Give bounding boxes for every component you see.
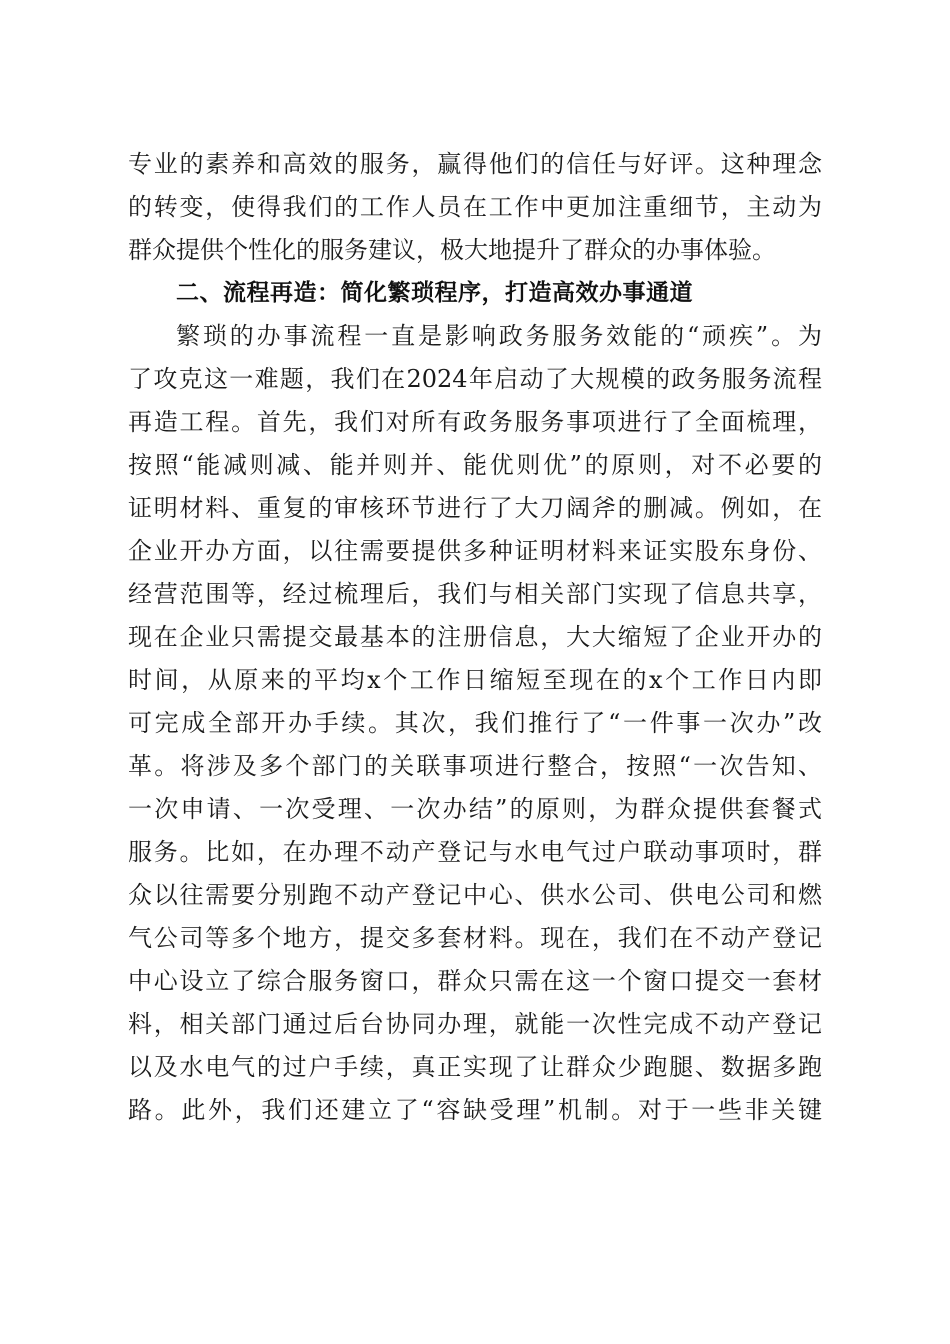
text-line: 了攻克这一难题，我们在2024年启动了大规模的政务服务流程 xyxy=(128,365,822,393)
text-line: 群众提供个性化的服务建议，极大地提升了群众的办事体验。 xyxy=(128,236,776,264)
text-line: 众以往需要分别跑不动产登记中心、供水公司、供电公司和燃 xyxy=(128,881,822,909)
text-line: 按照“能减则减、能并则并、能优则优”的原则，对不必要的 xyxy=(128,451,822,479)
text-line: 企业开办方面，以往需要提供多种证明材料来证实股东身份、 xyxy=(128,537,822,565)
text-line: 料，相关部门通过后台协同办理，就能一次性完成不动产登记 xyxy=(128,1010,822,1038)
text-line: 一次申请、一次受理、一次办结”的原则，为群众提供套餐式 xyxy=(128,795,822,823)
section-heading: 二、流程再造：简化繁琐程序，打造高效办事通道 xyxy=(176,280,693,306)
text-line: 中心设立了综合服务窗口，群众只需在这一个窗口提交一套材 xyxy=(128,967,822,995)
text-line: 以及水电气的过户手续，真正实现了让群众少跑腿、数据多跑 xyxy=(128,1053,822,1081)
text-line: 繁琐的办事流程一直是影响政务服务效能的“顽疾”。为 xyxy=(176,322,822,350)
text-line: 专业的素养和高效的服务，赢得他们的信任与好评。这种理念 xyxy=(128,150,822,178)
text-line: 路。此外，我们还建立了“容缺受理”机制。对于一些非关键 xyxy=(128,1096,822,1124)
text-line: 的转变，使得我们的工作人员在工作中更加注重细节，主动为 xyxy=(128,193,822,221)
text-line: 证明材料、重复的审核环节进行了大刀阔斧的删减。例如，在 xyxy=(128,494,822,522)
text-line: 气公司等多个地方，提交多套材料。现在，我们在不动产登记 xyxy=(128,924,822,952)
text-line: 时间，从原来的平均x个工作日缩短至现在的x个工作日内即 xyxy=(128,666,822,694)
text-line: 现在企业只需提交最基本的注册信息，大大缩短了企业开办的 xyxy=(128,623,822,651)
text-line: 经营范围等，经过梳理后，我们与相关部门实现了信息共享， xyxy=(128,580,822,608)
text-line: 可完成全部开办手续。其次，我们推行了“一件事一次办”改 xyxy=(128,709,822,737)
text-line: 服务。比如，在办理不动产登记与水电气过户联动事项时，群 xyxy=(128,838,822,866)
text-line: 再造工程。首先，我们对所有政务服务事项进行了全面梳理， xyxy=(128,408,822,436)
text-line: 革。将涉及多个部门的关联事项进行整合，按照“一次告知、 xyxy=(128,752,822,780)
